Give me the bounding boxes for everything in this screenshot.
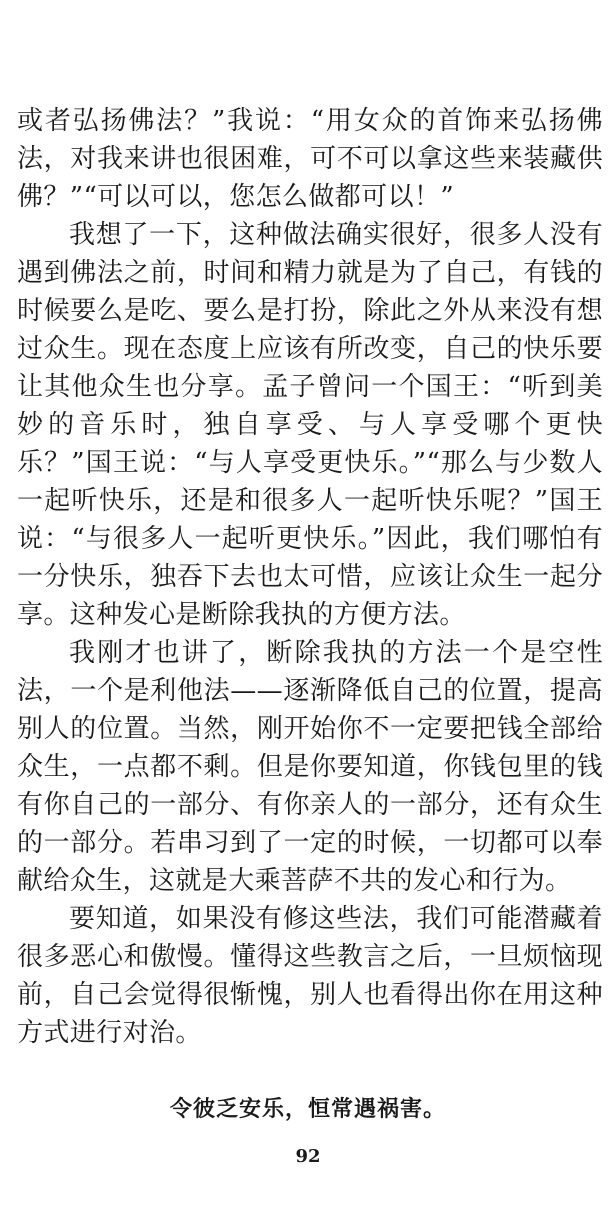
paragraph: 要知道，如果没有修这些法，我们可能潜藏着很多恶心和傲慢。懂得这些教言之后，一旦烦恼现前，自己会觉得很惭愧，别人也看得出你在用这种方式进行对治。 xyxy=(17,904,603,1048)
paragraph-continued: 或者弘扬佛法？”我说：“用女众的首饰来弘扬佛法，对我来讲也很困难，可不可以拿这些来装藏供佛？”“可以可以，您怎么做都可以！” xyxy=(17,106,603,212)
paragraph: 我想了一下，这种做法确实很好，很多人没有遇到佛法之前，时间和精力就是为了自己，有钱的时候要么是吃、要么是打扮，除此之外从来没有想过众生。现在态度上应该有所改变，自己的快乐要让其他众生也分享。孟子曾问一个国王：“听到美妙的音乐时，独自享受、与人享受哪个更快乐？”国王说：“与人享受更快乐。”“那么与少数人一起听快乐，还是和很多人一起听快乐呢？”国王说：“与很多人一起听更快乐。”因此，我们哪怕有一分快乐，独吞下去也太可惜，应该让众生一起分享。这种发心是断除我执的方便方法。 xyxy=(17,220,603,630)
paragraph: 我刚才也讲了，断除我执的方法一个是空性法，一个是利他法——逐渐降低自己的位置，提高别人的位置。当然，刚开始你不一定要把钱全部给众生，一点都不剩。但是你要知道，你钱包里的钱有你自己的一部分、有你亲人的一部分，还有众生的一部分。若串习到了一定的时候，一切都可以奉献给众生，这就是大乘菩萨不共的发心和行为。 xyxy=(17,638,603,896)
body-text xyxy=(17,102,603,1052)
verse-line: 令彼乏安乐，恒常遇祸害。 xyxy=(169,1097,446,1122)
page-number: 92 xyxy=(295,1146,321,1167)
